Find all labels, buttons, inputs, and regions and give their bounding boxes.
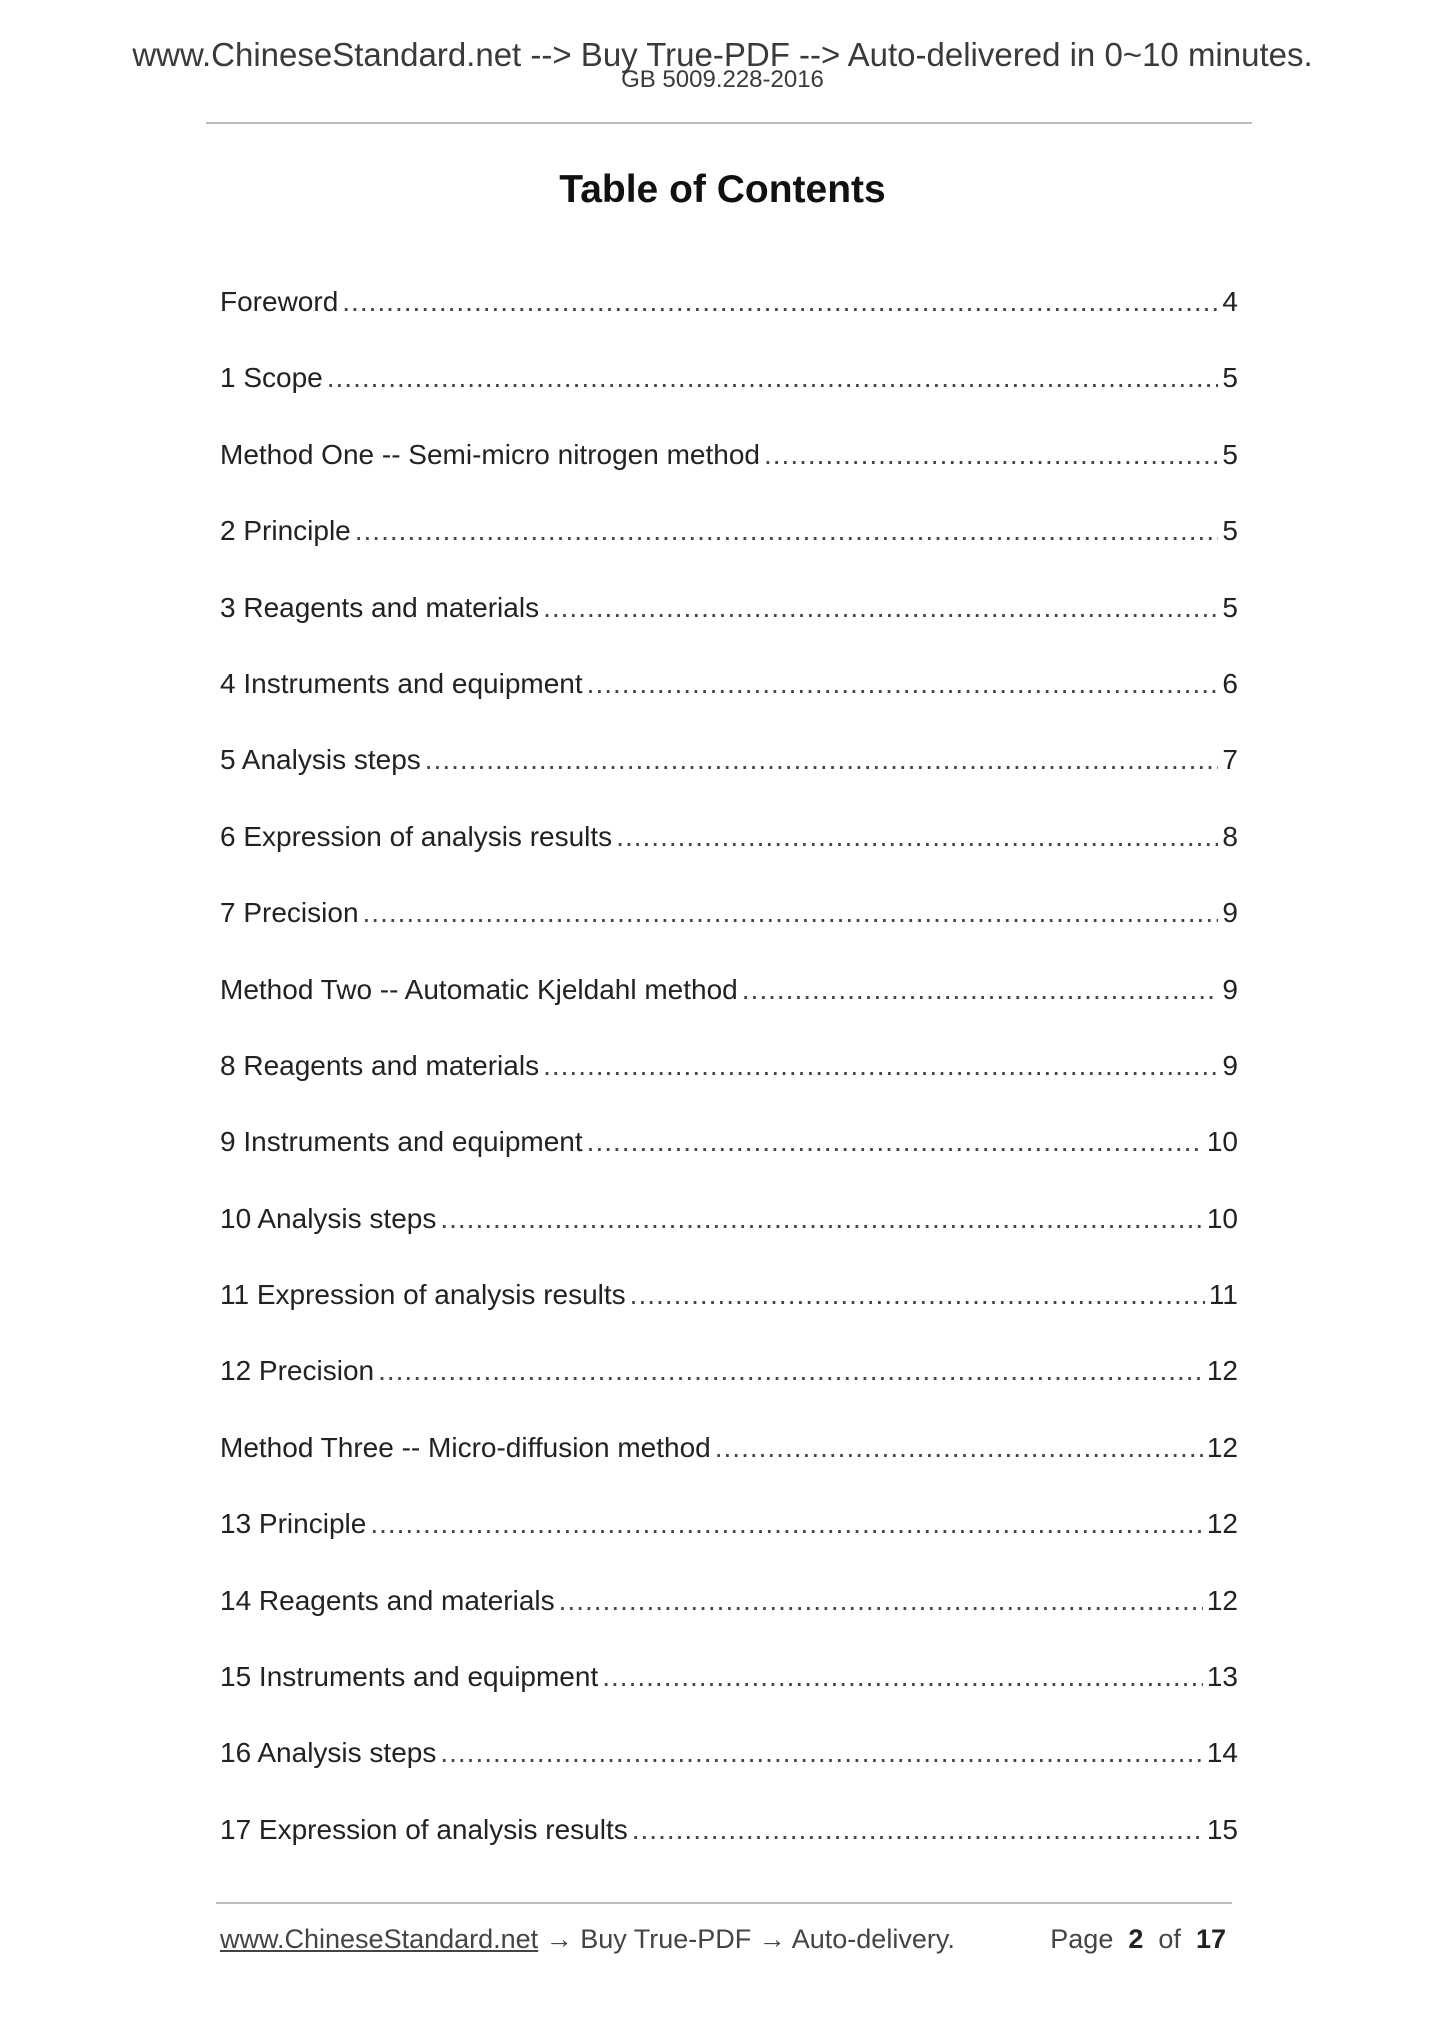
toc-entry[interactable] xyxy=(220,820,1238,896)
toc-entry-label: 17 Expression of analysis results xyxy=(220,1813,628,1845)
toc-entry-label: Method Two -- Automatic Kjeldahl method xyxy=(220,973,738,1005)
toc-entry[interactable] xyxy=(220,1507,1238,1583)
toc-entry-page: 8 xyxy=(1222,820,1238,852)
toc-entry-page: 10 xyxy=(1206,1126,1238,1158)
toc-entry-page: 7 xyxy=(1222,744,1238,776)
page-title: Table of Contents xyxy=(559,168,886,211)
toc-entry[interactable] xyxy=(220,743,1238,819)
toc-entry-page: 12 xyxy=(1206,1584,1238,1616)
toc-entry-label: 15 Instruments and equipment xyxy=(220,1661,599,1693)
dot-leader xyxy=(440,1202,1203,1236)
toc-entry-label: Method One -- Semi-micro nitrogen method xyxy=(220,438,760,470)
toc-entry-label: 10 Analysis steps xyxy=(220,1202,437,1234)
dot-leader xyxy=(587,1125,1203,1159)
toc-entry-page: 4 xyxy=(1222,286,1238,317)
toc-entry[interactable] xyxy=(220,1431,1238,1507)
toc-entry-label: 12 Precision xyxy=(220,1355,375,1387)
toc-entry-page: 5 xyxy=(1222,591,1238,623)
toc-entry-label: 6 Expression of analysis results xyxy=(220,820,613,852)
dot-leader xyxy=(543,1049,1218,1083)
toc-entry-label: 7 Precision xyxy=(220,897,359,929)
footer-promo xyxy=(220,1922,955,1956)
toc-entry[interactable] xyxy=(220,1584,1238,1660)
dot-leader xyxy=(742,973,1219,1007)
toc-entry-label: Foreword xyxy=(220,286,339,317)
toc-entry[interactable] xyxy=(220,896,1238,972)
toc-entry[interactable] xyxy=(220,1278,1238,1354)
dot-leader xyxy=(764,438,1218,472)
toc-entry-label: 5 Analysis steps xyxy=(220,744,421,776)
toc-entry-label: 13 Principle xyxy=(220,1508,367,1540)
toc-entry[interactable] xyxy=(220,514,1238,590)
toc-entry-label: Method Three -- Micro-diffusion method xyxy=(220,1431,711,1463)
table-of-contents xyxy=(220,285,1238,1889)
toc-entry[interactable] xyxy=(220,285,1238,361)
toc-entry-label: 3 Reagents and materials xyxy=(220,591,540,623)
toc-entry[interactable] xyxy=(220,1354,1238,1430)
dot-leader xyxy=(616,820,1218,854)
toc-entry[interactable] xyxy=(220,1049,1238,1125)
dot-leader xyxy=(378,1354,1203,1388)
toc-entry-label: 16 Analysis steps xyxy=(220,1737,437,1769)
toc-entry-page: 6 xyxy=(1222,667,1238,699)
toc-entry-label: 14 Reagents and materials xyxy=(220,1584,555,1616)
dot-leader xyxy=(602,1660,1203,1694)
toc-entry-page: 15 xyxy=(1206,1813,1238,1845)
toc-entry-page: 12 xyxy=(1206,1355,1238,1387)
toc-entry[interactable] xyxy=(220,1202,1238,1278)
dot-leader xyxy=(632,1813,1203,1847)
header-divider xyxy=(206,122,1252,124)
toc-entry-page: 5 xyxy=(1222,362,1238,394)
toc-entry[interactable] xyxy=(220,973,1238,1049)
document-id: GB 5009.228-2016 xyxy=(621,66,824,93)
toc-entry-page: 5 xyxy=(1222,515,1238,547)
page-word: Page xyxy=(1050,1924,1114,1954)
toc-entry[interactable] xyxy=(220,1813,1238,1889)
toc-entry[interactable] xyxy=(220,438,1238,514)
toc-entry-page: 12 xyxy=(1206,1431,1238,1463)
toc-entry-page: 11 xyxy=(1208,1279,1238,1311)
toc-entry[interactable] xyxy=(220,1125,1238,1201)
dot-leader xyxy=(363,896,1219,930)
dot-leader xyxy=(715,1431,1203,1465)
toc-entry-page: 12 xyxy=(1206,1508,1238,1540)
page-header xyxy=(0,36,1445,92)
toc-entry-label: 2 Principle xyxy=(220,515,351,547)
dot-leader xyxy=(327,361,1219,395)
total-pages: 17 xyxy=(1195,1924,1226,1954)
footer-tagline: → Buy True-PDF → Auto-delivery. xyxy=(545,1924,955,1954)
toc-entry-label: 4 Instruments and equipment xyxy=(220,667,583,699)
page-footer xyxy=(220,1922,1230,1956)
dot-leader xyxy=(543,591,1218,625)
current-page: 2 xyxy=(1128,1924,1144,1954)
dot-leader xyxy=(355,514,1219,548)
toc-entry-label: 11 Expression of analysis results xyxy=(220,1279,626,1311)
dot-leader xyxy=(559,1584,1203,1618)
toc-entry[interactable] xyxy=(220,591,1238,667)
toc-entry-page: 9 xyxy=(1222,973,1238,1005)
toc-entry-page: 9 xyxy=(1222,1049,1238,1081)
toc-entry-page: 5 xyxy=(1222,438,1238,470)
toc-entry-label: 9 Instruments and equipment xyxy=(220,1126,583,1158)
toc-entry-page: 14 xyxy=(1206,1737,1238,1769)
dot-leader xyxy=(440,1736,1203,1770)
footer-site-link[interactable]: www.ChineseStandard.net xyxy=(220,1924,539,1954)
of-word: of xyxy=(1158,1924,1181,1954)
footer-divider xyxy=(216,1902,1232,1904)
dot-leader xyxy=(587,667,1219,701)
toc-entry-label: 8 Reagents and materials xyxy=(220,1049,540,1081)
dot-leader xyxy=(342,285,1218,319)
page-number xyxy=(1050,1922,1226,1956)
toc-entry[interactable] xyxy=(220,667,1238,743)
toc-entry[interactable] xyxy=(220,361,1238,437)
toc-entry[interactable] xyxy=(220,1660,1238,1736)
header-banner: www.ChineseStandard.net --> Buy True-PDF --> Auto-delivered in 0~10 minutes. xyxy=(132,36,1313,73)
toc-entry-page: 9 xyxy=(1222,897,1238,929)
dot-leader xyxy=(370,1507,1203,1541)
dot-leader xyxy=(425,743,1219,777)
toc-entry[interactable] xyxy=(220,1736,1238,1812)
toc-entry-label: 1 Scope xyxy=(220,362,323,394)
dot-leader xyxy=(630,1278,1205,1312)
toc-entry-page: 13 xyxy=(1206,1661,1238,1693)
toc-entry-page: 10 xyxy=(1206,1202,1238,1234)
